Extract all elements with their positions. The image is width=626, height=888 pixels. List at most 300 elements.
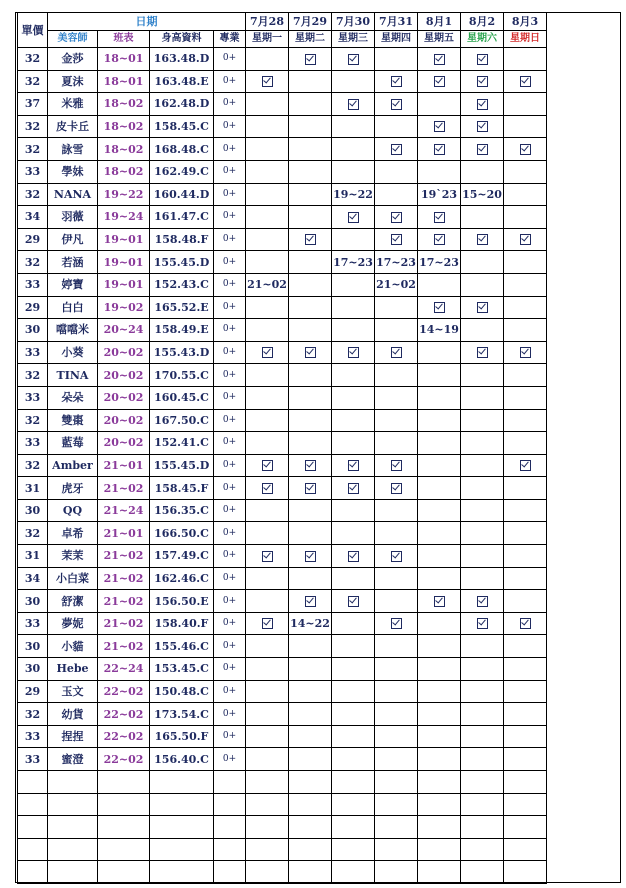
day-cell	[375, 160, 418, 183]
checked-box-icon	[434, 144, 445, 155]
empty-cell	[246, 793, 289, 816]
empty-cell	[246, 861, 289, 884]
day-cell	[289, 545, 332, 568]
specialty-cell: 0+	[214, 70, 246, 93]
day-cell	[418, 545, 461, 568]
height-data-cell: 158.40.F	[150, 612, 214, 635]
checked-box-icon	[434, 54, 445, 65]
day-cell	[418, 386, 461, 409]
day-cell	[332, 703, 375, 726]
day-cell	[375, 386, 418, 409]
checked-box-icon	[477, 54, 488, 65]
day-cell	[289, 319, 332, 342]
table-row	[18, 612, 547, 635]
shift-cell: 21~01	[98, 454, 150, 477]
table-row	[18, 138, 547, 161]
day-cell	[504, 138, 547, 161]
specialty-cell: 0+	[214, 341, 246, 364]
beautician-name-cell: 伊凡	[48, 228, 98, 251]
day-cell	[289, 273, 332, 296]
table-row	[18, 725, 547, 748]
day-cell	[289, 635, 332, 658]
day-cell	[504, 680, 547, 703]
day-cell	[504, 725, 547, 748]
price-cell: 37	[18, 93, 48, 116]
specialty-cell: 0+	[214, 296, 246, 319]
day-cell	[418, 522, 461, 545]
price-cell: 30	[18, 499, 48, 522]
day-cell	[504, 658, 547, 681]
specialty-cell: 0+	[214, 206, 246, 229]
day-cell	[504, 545, 547, 568]
checked-box-icon	[477, 347, 488, 358]
shift-cell: 21~02	[98, 590, 150, 613]
price-cell: 29	[18, 680, 48, 703]
day-cell	[332, 658, 375, 681]
day-cell	[375, 319, 418, 342]
height-data-cell: 170.55.C	[150, 364, 214, 387]
day-cell	[461, 635, 504, 658]
height-data-cell: 163.48.E	[150, 70, 214, 93]
beautician-name-cell: 藍莓	[48, 432, 98, 455]
day-cell	[375, 658, 418, 681]
day-cell	[246, 251, 289, 274]
empty-cell	[289, 816, 332, 839]
day-cell	[461, 48, 504, 71]
header-row-top	[18, 13, 547, 31]
weekday-6: 星期日	[504, 31, 547, 48]
empty-cell	[98, 771, 150, 794]
beautician-name-cell: Amber	[48, 454, 98, 477]
day-cell	[332, 454, 375, 477]
day-cell	[246, 183, 289, 206]
day-cell	[289, 364, 332, 387]
price-cell: 32	[18, 115, 48, 138]
height-data-cell: 162.49.C	[150, 160, 214, 183]
height-data-cell: 162.48.D	[150, 93, 214, 116]
checked-box-icon	[348, 460, 359, 471]
table-row	[18, 251, 547, 274]
day-cell	[375, 228, 418, 251]
checked-box-icon	[391, 76, 402, 87]
day-cell	[332, 612, 375, 635]
day-cell	[418, 206, 461, 229]
day-cell	[246, 48, 289, 71]
checked-box-icon	[305, 596, 316, 607]
price-cell: 32	[18, 138, 48, 161]
day-cell	[504, 567, 547, 590]
checked-box-icon	[305, 551, 316, 562]
table-row	[18, 183, 547, 206]
day-cell	[461, 454, 504, 477]
shift-cell: 18~01	[98, 48, 150, 71]
empty-cell	[150, 838, 214, 861]
day-cell	[504, 477, 547, 500]
day-cell	[461, 567, 504, 590]
empty-cell	[98, 838, 150, 861]
day-cell	[375, 115, 418, 138]
shift-cell: 18~02	[98, 93, 150, 116]
checked-box-icon	[391, 347, 402, 358]
price-cell: 30	[18, 658, 48, 681]
table-row	[18, 273, 547, 296]
day-cell	[246, 70, 289, 93]
price-cell: 30	[18, 319, 48, 342]
empty-cell	[289, 861, 332, 884]
day-cell	[504, 70, 547, 93]
beautician-name-cell: 白白	[48, 296, 98, 319]
day-cell	[461, 590, 504, 613]
specialty-cell: 0+	[214, 590, 246, 613]
checked-box-icon	[434, 212, 445, 223]
empty-cell	[18, 793, 48, 816]
specialty-cell: 0+	[214, 93, 246, 116]
checked-box-icon	[262, 551, 273, 562]
shift-cell: 20~24	[98, 319, 150, 342]
specialty-cell: 0+	[214, 522, 246, 545]
beautician-name-cell: 玉文	[48, 680, 98, 703]
empty-cell	[418, 771, 461, 794]
empty-cell	[150, 816, 214, 839]
day-cell	[289, 748, 332, 771]
price-cell: 32	[18, 251, 48, 274]
empty-cell	[289, 793, 332, 816]
day-cell	[246, 341, 289, 364]
checked-box-icon	[305, 483, 316, 494]
height-data-cell: 168.48.C	[150, 138, 214, 161]
day-cell	[289, 432, 332, 455]
day-cell	[504, 48, 547, 71]
day-cell	[246, 612, 289, 635]
day-cell	[289, 725, 332, 748]
beautician-name-cell: 舒潔	[48, 590, 98, 613]
beautician-name-cell: 小白菜	[48, 567, 98, 590]
price-cell: 34	[18, 567, 48, 590]
beautician-name-cell: 蜜澄	[48, 748, 98, 771]
weekday-2: 星期三	[332, 31, 375, 48]
beautician-name-cell: 金莎	[48, 48, 98, 71]
day-cell	[461, 341, 504, 364]
empty-row	[18, 816, 547, 839]
day-date-0: 7月28	[246, 13, 289, 31]
height-data-cell: 157.49.C	[150, 545, 214, 568]
table-row	[18, 319, 547, 342]
empty-cell	[418, 861, 461, 884]
beautician-name-cell: 卓希	[48, 522, 98, 545]
table-row	[18, 70, 547, 93]
empty-cell	[246, 771, 289, 794]
beautician-name-cell: Hebe	[48, 658, 98, 681]
empty-cell	[98, 816, 150, 839]
shift-cell: 21~02	[98, 567, 150, 590]
day-cell	[504, 612, 547, 635]
day-cell	[289, 138, 332, 161]
checked-box-icon	[305, 234, 316, 245]
day-cell	[418, 296, 461, 319]
day-cell	[461, 703, 504, 726]
day-cell	[504, 341, 547, 364]
checked-box-icon	[262, 460, 273, 471]
day-cell	[461, 499, 504, 522]
day-cell	[246, 499, 289, 522]
height-data-cell: 156.40.C	[150, 748, 214, 771]
day-cell	[504, 296, 547, 319]
day-cell	[289, 296, 332, 319]
empty-cell	[48, 838, 98, 861]
specialty-cell: 0+	[214, 658, 246, 681]
day-cell	[504, 703, 547, 726]
table-row	[18, 545, 547, 568]
price-cell: 31	[18, 545, 48, 568]
shift-cell: 19~02	[98, 296, 150, 319]
beautician-name-cell: 若涵	[48, 251, 98, 274]
empty-cell	[289, 838, 332, 861]
table-row	[18, 48, 547, 71]
checked-box-icon	[391, 551, 402, 562]
day-cell	[246, 454, 289, 477]
shift-cell: 22~02	[98, 725, 150, 748]
empty-cell	[214, 793, 246, 816]
day-cell	[461, 522, 504, 545]
day-cell	[504, 228, 547, 251]
table-row	[18, 635, 547, 658]
day-cell	[418, 703, 461, 726]
specialty-cell: 0+	[214, 635, 246, 658]
checked-box-icon	[434, 76, 445, 87]
empty-cell	[375, 838, 418, 861]
table-row	[18, 115, 547, 138]
empty-row	[18, 771, 547, 794]
day-cell	[375, 432, 418, 455]
empty-cell	[214, 771, 246, 794]
day-cell	[289, 454, 332, 477]
day-cell	[461, 138, 504, 161]
empty-row	[18, 838, 547, 861]
shift-cell: 22~02	[98, 748, 150, 771]
day-cell	[332, 341, 375, 364]
height-data-cell: 155.45.D	[150, 454, 214, 477]
shift-cell: 22~02	[98, 703, 150, 726]
day-cell	[332, 273, 375, 296]
empty-cell	[332, 816, 375, 839]
beautician-name-cell: 朵朵	[48, 386, 98, 409]
day-cell	[332, 228, 375, 251]
checked-box-icon	[391, 212, 402, 223]
day-cell	[289, 658, 332, 681]
day-cell	[504, 93, 547, 116]
shift-cell: 21~24	[98, 499, 150, 522]
empty-row	[18, 861, 547, 884]
day-cell	[289, 499, 332, 522]
price-cell: 32	[18, 364, 48, 387]
day-cell	[332, 499, 375, 522]
day-cell: 21~02	[375, 273, 418, 296]
checked-box-icon	[477, 144, 488, 155]
checked-box-icon	[477, 302, 488, 313]
day-cell	[289, 590, 332, 613]
day-cell	[246, 364, 289, 387]
shift-cell: 21~02	[98, 635, 150, 658]
table-row	[18, 341, 547, 364]
day-cell	[332, 409, 375, 432]
day-cell	[504, 183, 547, 206]
day-date-4: 8月1	[418, 13, 461, 31]
checked-box-icon	[391, 144, 402, 155]
shift-cell: 20~02	[98, 432, 150, 455]
table-row	[18, 658, 547, 681]
day-cell	[246, 432, 289, 455]
day-cell	[332, 522, 375, 545]
checked-box-icon	[434, 234, 445, 245]
day-cell	[418, 658, 461, 681]
height-data-cell: 173.54.C	[150, 703, 214, 726]
price-cell: 30	[18, 590, 48, 613]
empty-cell	[150, 861, 214, 884]
day-cell	[375, 725, 418, 748]
weekday-4: 星期五	[418, 31, 461, 48]
day-cell	[504, 748, 547, 771]
day-cell	[461, 251, 504, 274]
empty-cell	[418, 838, 461, 861]
empty-cell	[214, 861, 246, 884]
beautician-name-cell: 噹噹米	[48, 319, 98, 342]
shift-cell: 21~02	[98, 612, 150, 635]
day-cell	[246, 567, 289, 590]
day-cell	[461, 409, 504, 432]
price-cell: 33	[18, 612, 48, 635]
table-row	[18, 93, 547, 116]
day-cell	[332, 432, 375, 455]
day-cell	[418, 48, 461, 71]
checked-box-icon	[391, 618, 402, 629]
day-cell	[504, 115, 547, 138]
day-cell	[289, 48, 332, 71]
day-cell	[418, 70, 461, 93]
day-cell	[246, 138, 289, 161]
beautician-name-cell: 捏捏	[48, 725, 98, 748]
specialty-cell: 0+	[214, 454, 246, 477]
day-cell	[418, 748, 461, 771]
checked-box-icon	[477, 234, 488, 245]
checked-box-icon	[305, 460, 316, 471]
day-cell	[504, 364, 547, 387]
day-cell	[461, 725, 504, 748]
price-cell: 33	[18, 160, 48, 183]
checked-box-icon	[434, 121, 445, 132]
empty-cell	[504, 861, 547, 884]
day-cell: 19~22	[332, 183, 375, 206]
specialty-cell: 0+	[214, 567, 246, 590]
height-data-cell: 160.44.D	[150, 183, 214, 206]
height-data-cell: 158.49.E	[150, 319, 214, 342]
day-cell	[246, 93, 289, 116]
beautician-name-cell: 婷寶	[48, 273, 98, 296]
height-data-cell: 158.45.C	[150, 115, 214, 138]
checked-box-icon	[262, 347, 273, 358]
table-row	[18, 409, 547, 432]
day-cell	[332, 477, 375, 500]
empty-cell	[150, 771, 214, 794]
shift-cell: 18~02	[98, 138, 150, 161]
day-cell	[375, 183, 418, 206]
day-cell	[246, 703, 289, 726]
beautician-name-cell: 茉茉	[48, 545, 98, 568]
empty-cell	[461, 838, 504, 861]
empty-cell	[48, 771, 98, 794]
table-row	[18, 477, 547, 500]
day-cell	[504, 522, 547, 545]
specialty-cell: 0+	[214, 228, 246, 251]
checked-box-icon	[348, 596, 359, 607]
day-cell	[461, 432, 504, 455]
day-cell	[375, 590, 418, 613]
checked-box-icon	[391, 234, 402, 245]
empty-cell	[332, 838, 375, 861]
beautician-name-cell: 米雅	[48, 93, 98, 116]
day-date-3: 7月31	[375, 13, 418, 31]
day-cell: 19`23	[418, 183, 461, 206]
beautician-name-cell: TINA	[48, 364, 98, 387]
day-date-1: 7月29	[289, 13, 332, 31]
checked-box-icon	[477, 596, 488, 607]
beautician-name-cell: 雙棗	[48, 409, 98, 432]
weekday-3: 星期四	[375, 31, 418, 48]
day-cell	[332, 590, 375, 613]
specialty-cell: 0+	[214, 725, 246, 748]
checked-box-icon	[477, 76, 488, 87]
day-cell	[461, 273, 504, 296]
day-cell	[418, 341, 461, 364]
checked-box-icon	[305, 347, 316, 358]
day-cell	[504, 590, 547, 613]
empty-cell	[375, 793, 418, 816]
empty-cell	[246, 816, 289, 839]
checked-box-icon	[477, 618, 488, 629]
day-cell	[461, 206, 504, 229]
empty-cell	[375, 861, 418, 884]
beautician-name-cell: 夢妮	[48, 612, 98, 635]
day-cell	[246, 680, 289, 703]
price-cell: 32	[18, 183, 48, 206]
day-cell	[246, 228, 289, 251]
table-row	[18, 748, 547, 771]
shift-cell: 22~24	[98, 658, 150, 681]
day-cell	[246, 319, 289, 342]
empty-cell	[332, 861, 375, 884]
specialty-cell: 0+	[214, 138, 246, 161]
specialty-cell: 0+	[214, 251, 246, 274]
day-cell	[375, 341, 418, 364]
specialty-cell: 0+	[214, 612, 246, 635]
height-data-cell: 155.46.C	[150, 635, 214, 658]
shift-cell: 19~01	[98, 273, 150, 296]
checked-box-icon	[477, 121, 488, 132]
day-cell	[461, 658, 504, 681]
beautician-name-cell: 虎牙	[48, 477, 98, 500]
day-cell	[332, 725, 375, 748]
height-data-cell: 163.48.D	[150, 48, 214, 71]
height-header: 身高資料	[150, 31, 214, 48]
checked-box-icon	[391, 483, 402, 494]
day-cell	[289, 522, 332, 545]
shift-cell: 20~02	[98, 364, 150, 387]
empty-cell	[461, 861, 504, 884]
day-cell	[504, 409, 547, 432]
day-cell	[504, 432, 547, 455]
table-row	[18, 206, 547, 229]
empty-cell	[48, 793, 98, 816]
day-cell	[246, 635, 289, 658]
